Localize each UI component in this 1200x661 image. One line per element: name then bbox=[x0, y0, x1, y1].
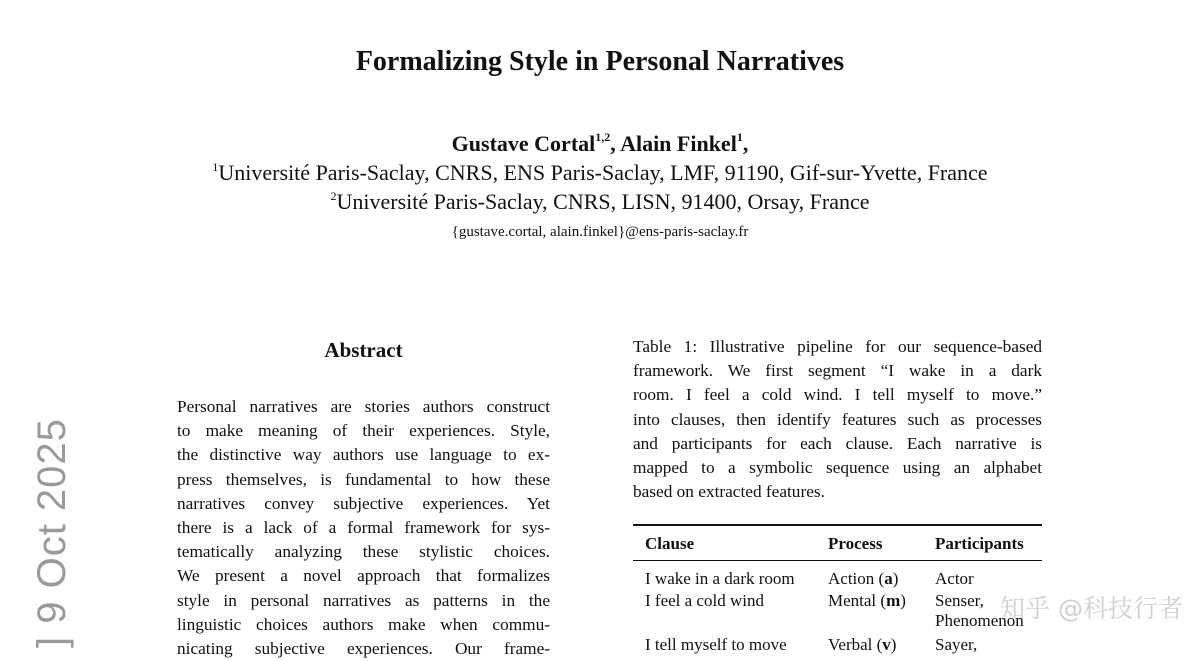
watermark: 知乎 @科技行者 bbox=[1000, 594, 1183, 623]
cell-process: Verbal (v) bbox=[828, 635, 897, 654]
header-clause: Clause bbox=[645, 534, 695, 553]
cell-participants: Actor bbox=[935, 569, 974, 588]
author-affil-sup: 1 bbox=[736, 130, 743, 144]
header-participants: Participants bbox=[935, 534, 1024, 553]
process-name: Verbal bbox=[828, 635, 873, 654]
abstract-line: tematically analyzing these stylistic choices. bbox=[177, 542, 550, 562]
process-symbol: v bbox=[882, 635, 891, 654]
cell-participants: Sayer, bbox=[935, 635, 978, 654]
caption-line: framework. We first segment “I wake in a dark bbox=[633, 361, 1042, 381]
abstract-line: narratives convey subjective experiences. Yet bbox=[177, 493, 550, 513]
abstract-line: nicating subjective experiences. Our frame- bbox=[177, 638, 550, 658]
caption-line: based on extracted features. bbox=[633, 482, 825, 502]
cell-clause: I feel a cold wind bbox=[645, 591, 764, 610]
caption-line: room. I feel a cold wind. I tell myself to move.” bbox=[633, 385, 1042, 405]
affiliation-sup: 2 bbox=[330, 189, 337, 203]
abstract-line: We present a novel approach that formalizes bbox=[177, 566, 550, 586]
abstract-heading: Abstract bbox=[324, 338, 403, 362]
author-separator: , bbox=[742, 131, 749, 156]
paper-title: Formalizing Style in Personal Narratives bbox=[355, 46, 845, 77]
affiliation-text: Université Paris-Saclay, CNRS, LISN, 91400, Orsay, France bbox=[336, 189, 870, 214]
abstract-line: press themselves, is fundamental to how these bbox=[177, 469, 550, 489]
author-name: Gustave Cortal bbox=[451, 131, 596, 156]
affiliation-2 bbox=[0, 189, 1200, 215]
process-symbol: a bbox=[884, 569, 893, 588]
participant: Senser, bbox=[935, 591, 984, 610]
caption-line: mapped to a symbolic sequence using an alphabet bbox=[633, 457, 1042, 477]
cell-process: Action (a) bbox=[828, 569, 899, 588]
caption-line: Table 1: Illustrative pipeline for our sequence-based bbox=[633, 337, 1042, 356]
table-row bbox=[633, 591, 1042, 635]
caption-line: into clauses, then identify features such as processes bbox=[633, 409, 1042, 429]
process-name: Mental bbox=[828, 591, 877, 610]
author-separator: , bbox=[610, 131, 621, 156]
author-affil-sup: 1,2 bbox=[595, 130, 611, 144]
process-symbol: m bbox=[886, 591, 901, 610]
abstract-line: linguistic choices authors make when commu- bbox=[177, 614, 550, 634]
cell-clause: I tell myself to move bbox=[645, 635, 787, 654]
cell-process: Mental (m) bbox=[828, 591, 906, 610]
table-header-row bbox=[633, 526, 1042, 561]
header-process: Process bbox=[828, 534, 883, 553]
affiliation-text: Université Paris-Saclay, CNRS, ENS Paris-Saclay, LMF, 91190, Gif-sur-Yvette, France bbox=[218, 160, 988, 185]
abstract-line: there is a lack of a formal framework for sys- bbox=[177, 517, 550, 537]
author-name: Alain Finkel bbox=[620, 131, 737, 156]
caption-line: and participants for each clause. Each narrative is bbox=[633, 433, 1042, 453]
abstract-line: style in personal narratives as patterns in the bbox=[177, 590, 550, 610]
cell-clause: I wake in a dark room bbox=[645, 569, 795, 588]
abstract-line: the distinctive way authors use language to ex- bbox=[177, 445, 550, 465]
process-name: Action bbox=[828, 569, 875, 588]
author-list bbox=[0, 130, 1200, 157]
table-row bbox=[633, 635, 1042, 657]
author-email: {gustave.cortal, alain.finkel}@ens-paris-saclay.fr bbox=[451, 224, 749, 240]
arxiv-margin-stamp: ] 9 Oct 2025 bbox=[30, 418, 74, 648]
affiliation-sup: 1 bbox=[212, 160, 219, 174]
abstract-line: to make meaning of their experiences. Style, bbox=[177, 421, 550, 441]
table-caption bbox=[633, 335, 1042, 504]
abstract-line: Personal narratives are stories authors construct bbox=[177, 397, 550, 416]
table-row bbox=[633, 569, 1042, 591]
pipeline-table bbox=[633, 524, 1042, 657]
affiliation-1 bbox=[0, 160, 1200, 186]
abstract-body bbox=[177, 395, 550, 661]
participant: Phenomenon bbox=[935, 611, 1024, 630]
